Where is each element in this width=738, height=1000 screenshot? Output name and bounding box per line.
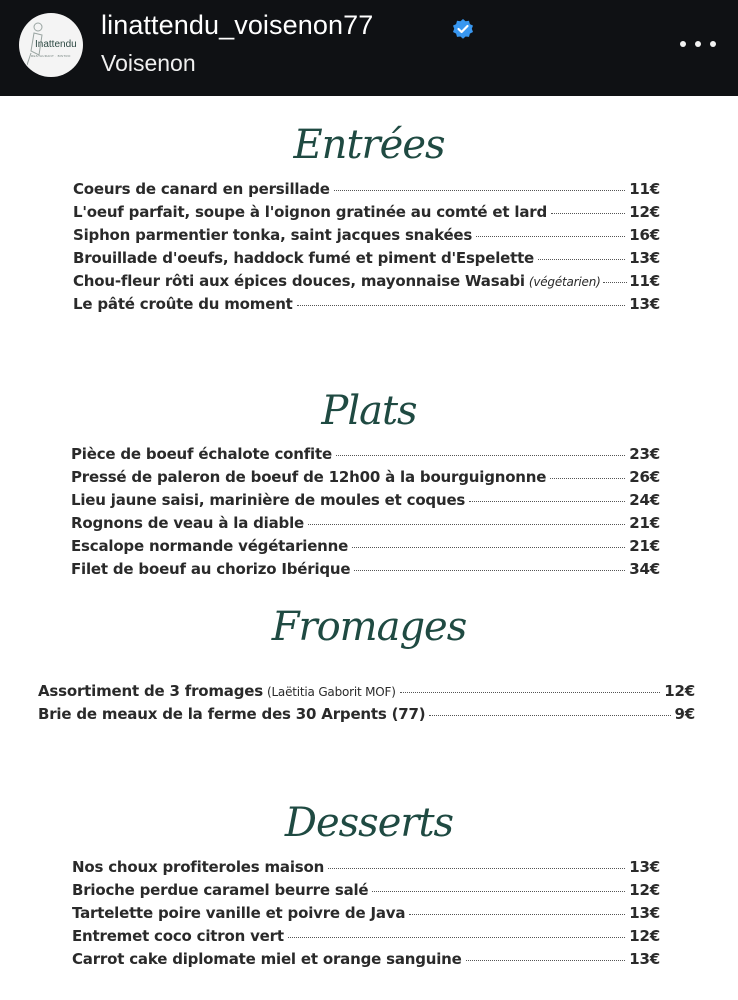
dot-leader [372,891,625,892]
username-link[interactable]: linattendu_voisenon77 [101,10,374,40]
location-link[interactable]: Voisenon [101,50,196,76]
menu-image [0,96,738,1000]
dot-leader [603,282,628,283]
dot-leader [308,524,625,525]
menu-item: Coeurs de canard en persillade 11€ [73,180,660,198]
more-options-button[interactable] [680,32,716,56]
avatar[interactable] [19,13,83,77]
section-title-desserts: Desserts [284,800,454,846]
menu-item: Pressé de paleron de boeuf de 12h00 à la bourguignonne 26€ [71,468,660,486]
dot-leader [288,937,625,938]
section-title-fromages: Fromages [271,604,467,650]
dot-leader [409,914,625,915]
menu-item: Carrot cake diplomate miel et orange sanguine 13€ [72,950,660,968]
menu-item: Pièce de boeuf échalote confite 23€ [71,445,660,463]
dot-leader [466,960,626,961]
menu-item: Brouillade d'oeufs, haddock fumé et piment d'Espelette 13€ [73,249,660,267]
section-entrees [73,180,660,318]
dot-leader [354,570,625,571]
menu-item: Rognons de veau à la diable 21€ [71,514,660,532]
dot-leader [400,692,661,693]
menu-item: Nos choux profiteroles maison 13€ [72,858,660,876]
dot-leader [352,547,625,548]
dot-leader [538,259,625,260]
dot-leader [297,305,626,306]
dot-leader [551,213,625,214]
section-fromages [38,682,695,728]
menu-item: Entremet coco citron vert 12€ [72,927,660,945]
section-title-plats: Plats [321,388,417,434]
post-header [0,0,738,96]
menu-item: Assortiment de 3 fromages (Laëtitia Gaborit MOF) 12€ [38,682,695,700]
menu-item: Brioche perdue caramel beurre salé 12€ [72,881,660,899]
verified-badge-icon [451,18,475,42]
menu-item: Tartelette poire vanille et poivre de Java 13€ [72,904,660,922]
more-horizontal-icon [680,41,686,47]
dot-leader [328,868,625,869]
avatar-logo-subtext: RESTAURANT · BISTRO [31,54,71,58]
menu-item: L'oeuf parfait, soupe à l'oignon gratinée au comté et lard 12€ [73,203,660,221]
section-desserts [72,858,660,973]
section-title-entrees: Entrées [293,122,445,168]
menu-item: Siphon parmentier tonka, saint jacques snakées 16€ [73,226,660,244]
section-plats [71,445,660,583]
avatar-logo-text: Inattendu [35,39,77,50]
dot-leader [429,715,670,716]
dot-leader [469,501,625,502]
dot-leader [476,236,625,237]
menu-item: Lieu jaune saisi, marinière de moules et coques 24€ [71,491,660,509]
menu-item: Filet de boeuf au chorizo Ibérique 34€ [71,560,660,578]
dot-leader [334,190,625,191]
menu-item: Chou-fleur rôti aux épices douces, mayonnaise Wasabi (végétarien) 11€ [73,272,660,290]
item-note: (Laëtitia Gaborit MOF) [266,685,396,699]
menu-item: Le pâté croûte du moment 13€ [73,295,660,313]
dot-leader [550,478,625,479]
dot-leader [336,455,625,456]
menu-item: Brie de meaux de la ferme des 30 Arpents (77) 9€ [38,705,695,723]
menu-item: Escalope normande végétarienne 21€ [71,537,660,555]
item-note: (végétarien) [528,275,601,289]
